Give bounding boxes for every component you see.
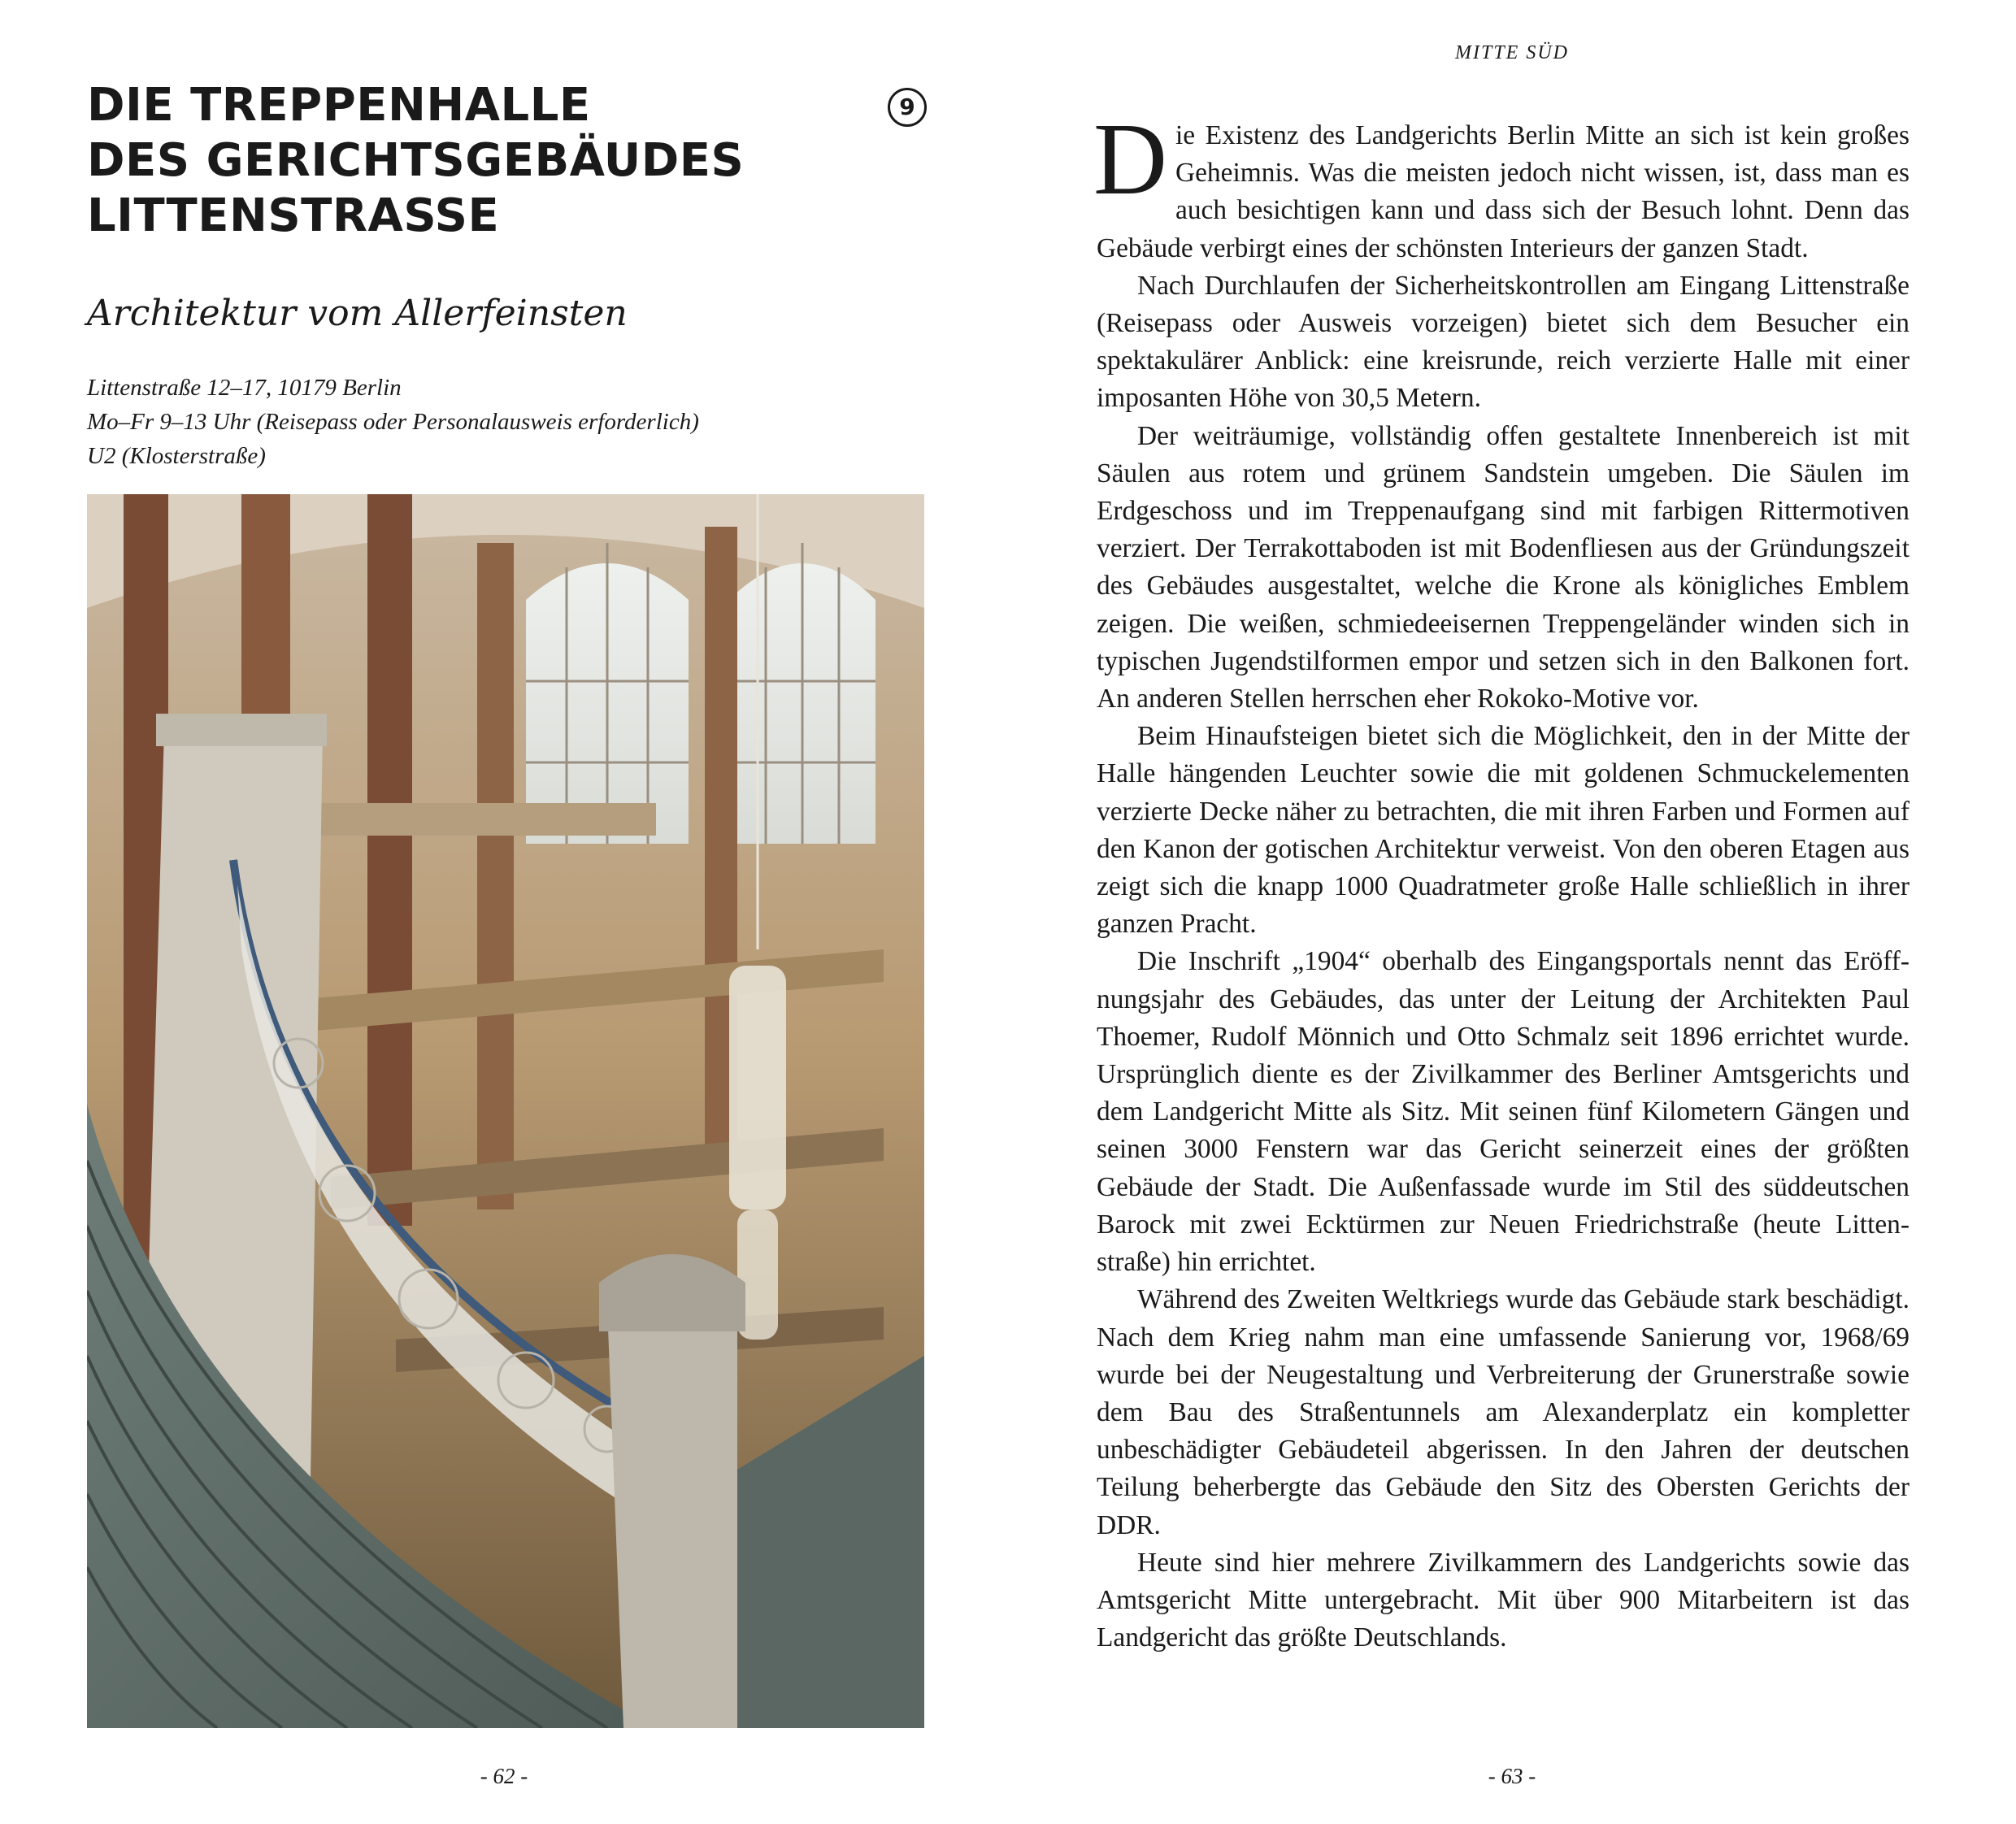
page-number-left: - 62 - [480,1764,528,1788]
drop-cap: D [1093,103,1167,216]
paragraph-6: Während des Zweiten Weltkriegs wurde das Gebäude stark beschädigt. Nach dem Krieg nahm man eine umfassende Sanierung vor, 1968/69 wurde bei der Neugestaltung und Verbreiterung der Grunerstraße sowie dem Bau des Straßentunnels am Alexanderplatz ein kompletter unbeschädigter Gebäudeteil abgerissen. In den Jahren der deutschen Teilung beherbergte das Gebäude den Sitz des Obersten Gerichts der DDR. [1097,1284,1910,1540]
running-head: MITTE SÜD [1454,42,1569,63]
page-title [87,78,819,244]
article-body [1093,103,1910,1657]
stairwell-illustration [87,494,924,1728]
title-line-3: LITTENSTRASSE [87,189,500,242]
site-number-badge: 9 [888,88,927,127]
page-subtitle: Architektur vom Allerfeinsten [87,293,628,334]
stairwell-photo [87,494,924,1728]
paragraph-4: Beim Hinaufsteigen bietet sich die Möglichkeit, den in der Mitte der Halle hängenden Leuchter sowie die mit goldenen Schmuckelementen verzierte Decke näher zu betrachten, die mit ihren Farben und Formen auf den Kanon der gotischen Architektur verweist. Von den oberen Etagen aus zeigt sich die knapp 1000 Quadratmeter große Halle schließlich in ihrer ganzen Pracht. [1097,721,1910,940]
transit-info: U2 (Klosterstraße) [87,443,266,469]
paragraph-3: Der weiträumige, vollständig offen gestaltete Innenbereich ist mit Säulen aus rotem und grünem Sandstein umgeben. Die Säulen im Erdgeschoss und im Treppenaufgang sind mit farbigen Rittermotiven verziert. Der Terrakottaboden ist mit Bodenfliesen aus der Gründungszeit des Gebäudes ausgestaltet, welche die Krone als königliches Emblem zeigen. Die weißen, schmiedeeisernen Treppengeländer winden sich in typischen Jugendstilformen empor und setzen sich in den Balkonen fort. An anderen Stellen herrschen eher Rokoko-Motive vor. [1097,420,1910,714]
paragraph-1-text: ie Existenz des Landgerichts Berlin Mitte an sich ist kein großes Geheimnis. Was die meisten jedoch nicht wissen, ist, dass man es auch besichtigen kann und dass sich der Besuch lohnt. Denn das Gebäude verbirgt eines der schönsten Interieurs der ganzen Stadt. [1097,120,1910,263]
opening-hours: Mo–Fr 9–13 Uhr (Reisepass oder Personalausweis erforderlich) [87,409,699,435]
address: Littenstraße 12–17, 10179 Berlin [87,375,402,401]
title-line-2: DES GERICHTSGEBÄUDES [87,134,745,187]
paragraph-1 [1093,103,1910,267]
page-number-right: - 63 - [1488,1764,1536,1788]
paragraph-5: Die Inschrift „1904“ oberhalb des Eingangsportals nennt das Eröffnungsjahr des Gebäudes, das unter der Leitung der Architekten Paul Thoemer, Rudolf Mönnich und Otto Schmalz seit 1896 errichtet wurde. Ursprünglich diente es der Zivilkammer des Berliner Amtsgerichts und dem Landgericht Mitte als Sitz. Mit seinen fünf Kilometern Gängen und seinen 3000 Fenstern war das Gericht seinerzeit eines der größten Gebäude der Stadt. Die Außenfassade wurde im Stil des süddeutschen Barock mit zwei Ecktürmen zur Neuen Friedrichstraße (heute Littenstraße) hin errichtet. [1097,946,1910,1278]
title-line-1: DIE TREPPENHALLE [87,79,591,132]
paragraph-7: Heute sind hier mehrere Zivilkammern des Landgerichts sowie das Amtsgericht Mitte untergebracht. Mit über 900 Mitarbeitern ist das Landgericht das größte Deutschlands. [1097,1547,1910,1653]
paragraph-2: Nach Durchlaufen der Sicherheitskontrollen am Eingang Littenstraße (Reisepass oder Ausweis vorzeigen) bietet sich dem Besucher ein spektakulärer Anblick: eine kreisrunde, reich verzierte Halle mit einer imposanten Höhe von 30,5 Metern. [1097,270,1910,414]
right-page [1008,0,2016,1824]
visitor-info [87,371,941,473]
